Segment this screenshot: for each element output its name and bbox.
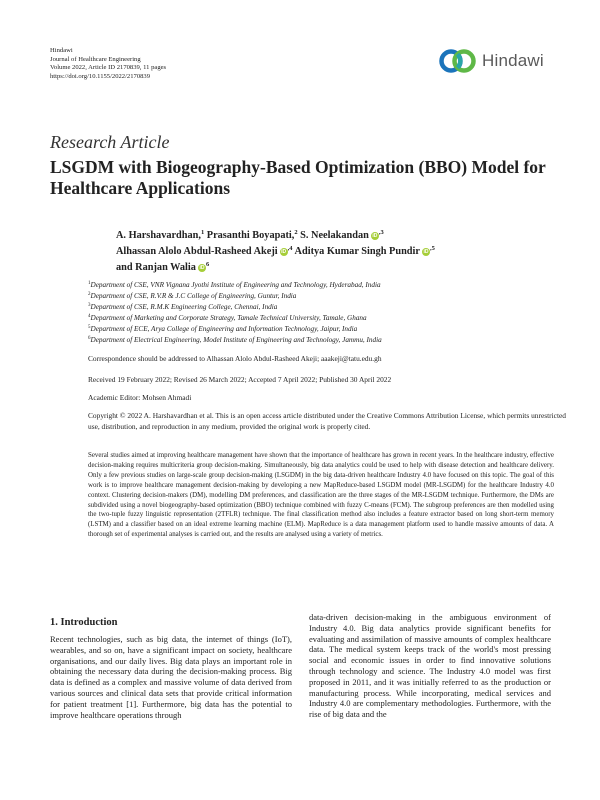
journal-meta <box>50 47 166 81</box>
intro-left-column: Recent technologies, such as big data, the internet of things (IoT), wearables, and so on, have a significant impact on society, healthcare organisations, and our daily lives. Big data plays an important role in obtaining the necessary data during the decision-making process. Big data is defined as a complex and massive volume of data derived from various sources and clinical data sets that provide critical information for patient treatment [1]. Furthermore, big data has the potential to improve healthcare operations through <box>50 634 292 720</box>
doi-link[interactable]: https://doi.org/10.1155/2022/2170839 <box>50 72 151 80</box>
article-title: LSGDM with Biogeography-Based Optimization (BBO) Model for Healthcare Applications <box>50 157 546 198</box>
author-line-2 <box>116 244 586 260</box>
affiliation: $^1$Department of CSE, VNR Vignana Jyothi Institute of Engineering and Technology, Hyderabad, India <box>88 281 381 289</box>
author: Aditya Kumar Singh Pundir iD $^{,5}$ <box>294 245 435 257</box>
hindawi-logo <box>439 48 544 74</box>
author: Alhassan Alolo Abdul-Rasheed Akeji iD $^{,4}$ <box>116 245 293 257</box>
author: and Ranjan Walia iD $^6$ <box>116 261 210 273</box>
affiliation: $^6$Department of Electrical Engineering, Model Institute of Engineering and Technology, Jammu, India <box>88 335 382 344</box>
affiliations <box>88 280 558 345</box>
author: Prasanthi Boyapati,$^2$ <box>206 229 298 241</box>
author: S. Neelakandan iD $^{,3}$ <box>300 229 384 241</box>
publisher-line: Hindawi <box>50 47 73 54</box>
affiliation: $^4$Department of Marketing and Corporate Strategy, Tamale Technical University, Tamale, Ghana <box>88 313 367 322</box>
abstract: Several studies aimed at improving healthcare management have shown that the importance of healthcare has grown in recent years. In the healthcare industry, effective decision-making requires multicriteria group decision-making. Simultaneously, big data analytics could be used to help with disease detection and healthcare delivery. Only a few previous studies on large-scale group decision-making (LSGDM) in the big data-driven healthcare Industry 4.0 have focused on this topic. The goal of this work is to improve healthcare management decision-making by developing a new MapReduce-based LSGDM model (MR-LSGDM) for the healthcare Industry 4.0 context. Clustering decision-makers (DM), modelling DM preferences, and classification are the three stages of the MR-LSGDM technique. Furthermore, the DMs are subdivided using a novel biogeography-based optimization (BBO) technique combined with fuzzy C-means (FCM). The subgroup preferences are then modelled using the two-tuple fuzzy linguistic representation (2TFLR) technique. The final classification method also includes a feature extractor based on long short-term memory (LSTM) and a classifier based on an ideal extreme learning machine (ELM). MapReduce is a data management platform used to handle massive amounts of data. A thorough set of experimental analyses is carried out, and the results are analysed using a variety of metrics. <box>88 452 554 539</box>
author-line-3 <box>116 260 586 276</box>
academic-editor: Academic Editor: Mohsen Ahmadi <box>88 393 192 402</box>
section-heading: 1. Introduction <box>50 617 118 628</box>
hindawi-logo-icon <box>439 48 477 74</box>
affiliation: $^3$Department of CSE, R.M.K Engineering College, Chennai, India <box>88 302 278 311</box>
volume-info: Volume 2022, Article ID 2170839, 11 pages <box>50 64 167 72</box>
orcid-icon[interactable]: iD <box>199 265 205 271</box>
journal-name: Journal of Healthcare Engineering <box>50 55 141 63</box>
hindawi-logo-text: Hindawi <box>482 51 544 70</box>
author-list <box>116 228 586 276</box>
affiliation: $^2$Department of CSE, R.V.R & J.C College of Engineering, Guntur, India <box>88 291 297 300</box>
copyright-notice: Copyright © 2022 A. Harshavardhan et al. This is an open access article distributed under the Creative Commons Attribution License, which permits unrestricted use, distribution, and reproduction in any medium, provided the original work is properly cited. <box>88 411 566 431</box>
affiliation: $^5$Department of ECE, Arya College of Engineering and Information Technology, Jaipur, India <box>88 324 358 333</box>
orcid-icon[interactable]: iD <box>423 249 429 255</box>
article-type: Research Article <box>50 132 170 152</box>
orcid-icon[interactable]: iD <box>372 233 378 239</box>
orcid-icon[interactable]: iD <box>281 249 287 255</box>
author-line-1 <box>116 228 586 244</box>
article-dates: Received 19 February 2022; Revised 26 March 2022; Accepted 7 April 2022; Published 30 April 2022 <box>88 375 392 384</box>
correspondence: Correspondence should be addressed to Alhassan Alolo Abdul-Rasheed Akeji; aaakeji@tatu.edu.gh <box>88 354 382 363</box>
intro-right-column: data-driven decision-making in the ambiguous environment of Industry 4.0. Big data analytics provide significant benefits for evaluating and assimilation of massive amounts of complex healthcare data. The medical system keeps track of the world's most pressing social and economic issues in order to find innovative solutions through technology and science. The Industry 4.0 model was first proposed in 2011, and it was initially referred to as the production or manufacturing process. While incorporating, medical services and Industry 4.0 are complementary methodologies. Furthermore, with the rise of big data and the <box>309 612 551 720</box>
author: A. Harshavardhan,$^1$ <box>116 229 205 241</box>
